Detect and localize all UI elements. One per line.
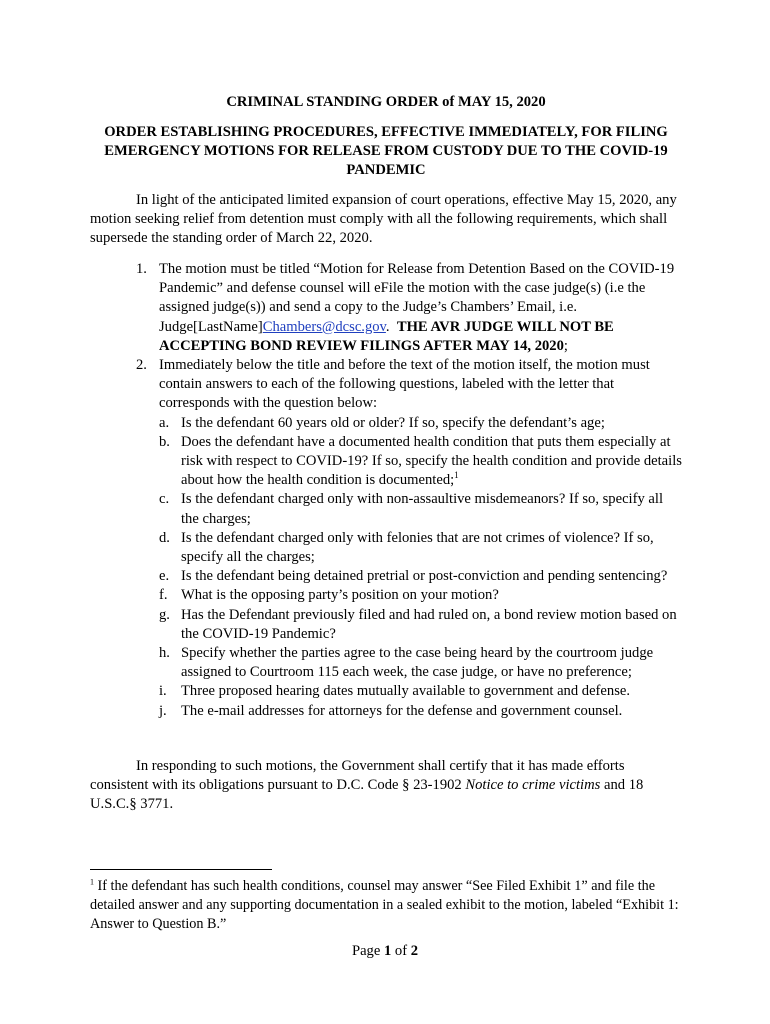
- document-subtitle: [90, 123, 682, 181]
- question-item: [159, 586, 682, 605]
- page-current: 1: [383, 943, 392, 959]
- item-number: 1.: [136, 261, 147, 277]
- question-text: Specify whether the parties agree to the case being heard by the courtroom judge assigned to Courtroom 115 each week, the case judge, or have no preference;: [181, 645, 654, 681]
- closing-text: In responding to such motions, the Government shall certify that it has made efforts consistent with its obligations pursuant to D.C. Code § 23-1902: [90, 758, 625, 794]
- question-text: Does the defendant have a documented health condition that puts them especially at risk with respect to COVID-19? If so, specify the health condition and provide details about how the health condition is documented;: [181, 433, 682, 489]
- question-letter: b.: [159, 433, 170, 450]
- item-text: The motion must be titled “Motion for Release from Detention Based on the COVID-19 Pandemic” and defense counsel will eFile the motion with the case judge(s) (i.e the assigned judge(s)) and send a copy to the Judge’s Chambers’ Email, i.e. Judge[LastName]: [159, 261, 675, 335]
- item-number: 2.: [136, 357, 147, 374]
- question-item: [159, 529, 682, 567]
- question-letter: a.: [159, 414, 170, 431]
- closing-text-end: and 18 U.S.C.§ 3771.: [90, 777, 644, 813]
- question-letter: c.: [159, 491, 170, 508]
- question-text: The e-mail addresses for attorneys for the defense and government counsel.: [181, 702, 623, 719]
- avr-notice: THE AVR JUDGE WILL NOT BE ACCEPTING BOND REVIEW FILINGS AFTER MAY 14, 2020: [159, 318, 614, 354]
- question-text: Has the Defendant previously filed and had ruled on, a bond review motion based on the COVID-19 Pandemic?: [181, 606, 677, 642]
- item-text: Immediately below the title and before the text of the motion itself, the motion must contain answers to each of the following questions, labeled with the letter that corresponds with the question below:: [159, 357, 650, 412]
- question-item: [159, 490, 682, 528]
- page-total: 2: [410, 943, 419, 959]
- item-text-period: .: [385, 318, 390, 335]
- question-letter: e.: [159, 568, 170, 585]
- question-text: What is the opposing party’s position on your motion?: [181, 587, 499, 604]
- question-text: Three proposed hearing dates mutually available to government and defense.: [181, 683, 631, 700]
- question-letter: j.: [159, 702, 167, 719]
- page-number: [0, 942, 770, 961]
- question-item: [159, 433, 682, 491]
- question-text: Is the defendant being detained pretrial or post-conviction and pending sentencing?: [181, 568, 668, 585]
- footnote-reference[interactable]: 1: [454, 470, 459, 481]
- question-letter: g.: [159, 606, 170, 623]
- footnote-mark: 1: [90, 877, 94, 887]
- requirements-list: [90, 260, 682, 721]
- subtitle-line: EMERGENCY MOTIONS FOR RELEASE FROM CUSTODY DUE TO THE COVID-19: [104, 143, 668, 160]
- footnote-text: If the defendant has such health conditions, counsel may answer “See Filed Exhibit 1” and file the detailed answer and any supporting documentation in a sealed exhibit to the motion, labeled “Exhibit 1: Answer to Question B.”: [90, 878, 679, 932]
- question-text: Is the defendant charged only with felonies that are not crimes of violence? If so, specify all the charges;: [181, 529, 654, 566]
- item-text-semicolon: ;: [563, 337, 568, 354]
- questions-list: [159, 414, 682, 721]
- question-item: [159, 682, 682, 701]
- question-item: [159, 414, 682, 433]
- page-of: of: [391, 943, 411, 959]
- footnote: [90, 877, 682, 934]
- question-item: [159, 644, 682, 682]
- question-text: Is the defendant charged only with non-assaultive misdemeanors? If so, specify all the charges;: [181, 491, 663, 527]
- subtitle-line: PANDEMIC: [346, 162, 426, 179]
- statute-title: Notice to crime victims: [465, 777, 601, 794]
- question-item: [159, 567, 682, 586]
- question-text: Is the defendant 60 years old or older? If so, specify the defendant’s age;: [181, 414, 605, 431]
- subtitle-line: ORDER ESTABLISHING PROCEDURES, EFFECTIVE IMMEDIATELY, FOR FILING: [104, 124, 668, 140]
- page-label: Page: [351, 943, 384, 959]
- requirement-item-1: [90, 260, 682, 356]
- question-item: [159, 702, 682, 721]
- document-title: CRIMINAL STANDING ORDER of MAY 15, 2020: [226, 94, 546, 110]
- intro-paragraph: In light of the anticipated limited expansion of court operations, effective May 15, 2020, any motion seeking relief from detention must comply with all the following requirements, which shall supersede the standing order of March 22, 2020.: [90, 192, 677, 247]
- requirement-item-2: [90, 356, 682, 721]
- question-letter: h.: [159, 645, 170, 662]
- question-letter: f.: [159, 587, 168, 604]
- chambers-email-link[interactable]: Chambers@dcsc.gov: [262, 318, 386, 335]
- question-item: [159, 606, 682, 644]
- footnote-divider: [90, 869, 272, 870]
- closing-paragraph: [90, 757, 682, 815]
- question-letter: d.: [159, 529, 170, 546]
- question-letter: i.: [159, 683, 167, 700]
